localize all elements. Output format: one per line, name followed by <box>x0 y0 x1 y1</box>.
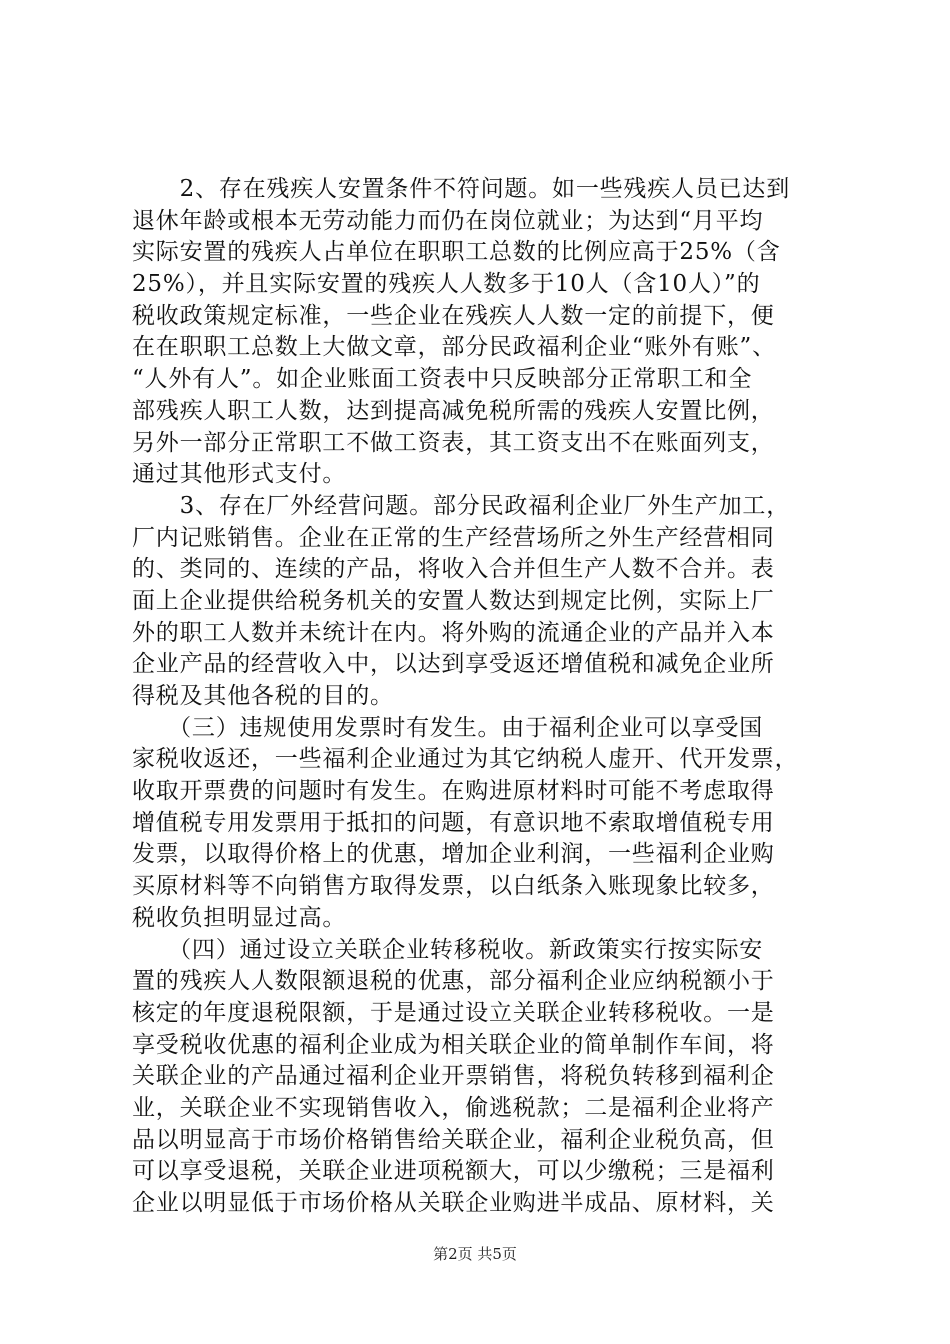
text-line: 税收政策规定标准，一些企业在残疾人人数一定的前提下，便 <box>132 302 775 329</box>
text-line: 另外一部分正常职工不做工资表，其工资支出不在账面列支， <box>132 429 775 456</box>
text-line: 业，关联企业不实现销售收入，偷逃税款；二是福利企业将产 <box>132 1094 775 1121</box>
text-line: （四）通过设立关联企业转移税收。新政策实行按实际安 <box>132 936 764 963</box>
text-line: “人外有人”。如企业账面工资表中只反映部分正常职工和全 <box>132 366 753 393</box>
text-line: 品以明显高于市场价格销售给关联企业，福利企业税负高，但 <box>132 1126 775 1153</box>
text-line: 发票，以取得价格上的优惠，增加企业利润，一些福利企业购 <box>132 841 775 868</box>
text-line: 得税及其他各税的目的。 <box>132 683 394 709</box>
text-line: 家税收返还，一些福利企业通过为其它纳税人虚开、代开发票， <box>132 746 799 773</box>
text-line: 享受税收优惠的福利企业成为相关联企业的简单制作车间，将 <box>132 1031 775 1058</box>
text-line: 3、存在厂外经营问题。部分民政福利企业厂外生产加工， <box>132 492 791 519</box>
text-line: 的、类同的、连续的产品，将收入合并但生产人数不合并。表 <box>132 556 775 583</box>
text-line: 在在职职工总数上大做文章，部分民政福利企业“账外有账”、 <box>132 334 776 361</box>
text-line: 通过其他形式支付。 <box>132 461 347 488</box>
text-line: 退休年龄或根本无劳动能力而仍在岗位就业；为达到“月平均 <box>132 207 764 234</box>
text-line: 企业以明显低于市场价格从关联企业购进半成品、原材料，关 <box>132 1190 775 1216</box>
text-line: 实际安置的残疾人占单位在职职工总数的比例应高于25%（含 <box>132 239 781 266</box>
text-line: （三）违规使用发票时有发生。由于福利企业可以享受国 <box>132 714 764 741</box>
text-line: 25%），并且实际安置的残疾人人数多于10人（含10人）”的 <box>132 271 761 298</box>
text-line: 外的职工人数并未统计在内。将外购的流通企业的产品并入本 <box>132 619 775 646</box>
text-line: 企业产品的经营收入中，以达到享受返还增值税和减免企业所 <box>132 651 775 678</box>
text-line: 置的残疾人人数限额退税的优惠，部分福利企业应纳税额小于 <box>132 968 775 995</box>
text-line: 核定的年度退税限额，于是通过设立关联企业转移税收。一是 <box>132 999 775 1026</box>
text-line: 关联企业的产品通过福利企业开票销售，将税负转移到福利企 <box>132 1063 775 1090</box>
text-line: 税收负担明显过高。 <box>132 904 347 931</box>
text-line: 买原材料等不向销售方取得发票，以白纸条入账现象比较多， <box>132 873 775 900</box>
text-line: 部残疾人职工人数，达到提高减免税所需的残疾人安置比例， <box>132 397 775 424</box>
text-line: 面上企业提供给税务机关的安置人数达到规定比例，实际上厂 <box>132 587 775 614</box>
text-line: 厂内记账销售。企业在正常的生产经营场所之外生产经营相同 <box>132 524 775 551</box>
document-body <box>132 174 826 1220</box>
page-footer: 第2页 共5页 <box>433 1245 517 1263</box>
text-line: 收取开票费的问题时有发生。在购进原材料时可能不考虑取得 <box>132 778 775 805</box>
text-line: 增值税专用发票用于抵扣的问题，有意识地不索取增值税专用 <box>132 809 775 836</box>
text-line: 可以享受退税，关联企业进项税额大，可以少缴税；三是福利 <box>132 1158 775 1185</box>
text-line: 2、存在残疾人安置条件不符问题。如一些残疾人员已达到 <box>132 176 791 202</box>
